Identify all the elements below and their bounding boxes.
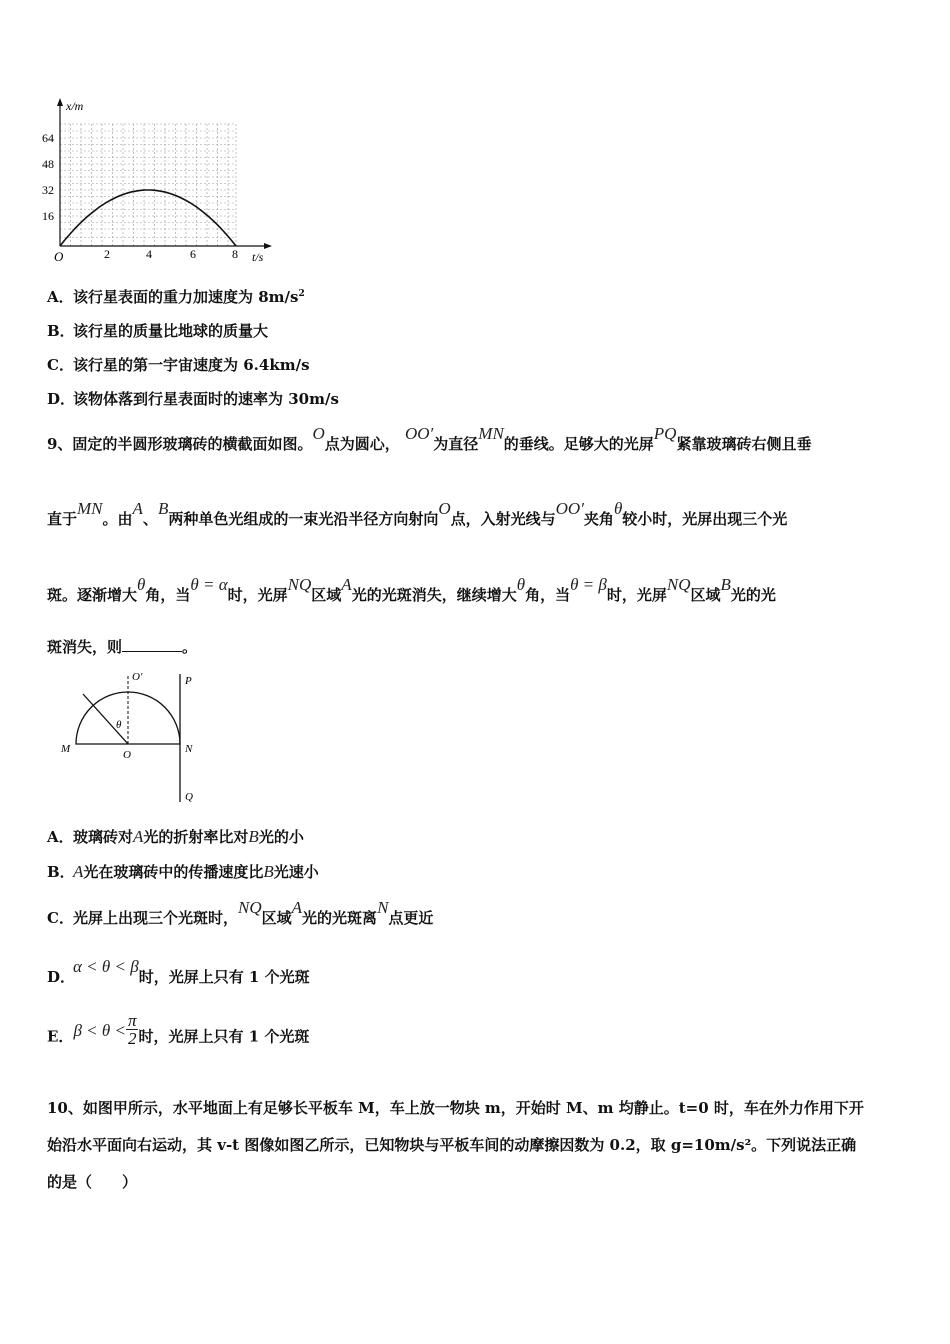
label-q: Q	[185, 791, 193, 803]
y-tick-48: 48	[42, 157, 54, 171]
q8-option-c: C．该行星的第一宇宙速度为 6.4km/s	[47, 356, 310, 374]
y-axis-label: x/m	[66, 99, 84, 113]
q9-option-d: D．α < θ < β时，光屏上只有 1 个光斑	[47, 957, 310, 986]
q9-line-3: 斑。逐渐增大θ角，当θ = α时，光屏NQ区域A光的光斑消失，继续增大θ角，当θ = β时，光屏NQ区域B光的光	[47, 575, 776, 604]
q9-option-a: A．玻璃砖对A光的折射率比对B光的小	[47, 827, 304, 846]
pi-over-2: $\frac{\pi}{2}$	[127, 1011, 137, 1048]
q8-option-b: B．该行星的质量比地球的质量大	[47, 322, 269, 340]
q10-line-3: 的是（ ）	[47, 1173, 138, 1191]
label-m: M	[61, 743, 71, 755]
label-theta: θ	[116, 719, 122, 731]
y-tick-64: 64	[42, 131, 54, 145]
q10-line-2: 始沿水平面向右运动，其 v-t 图像如图乙所示，已知物块与平板车间的动摩擦因数为 0.2，取 g=10m/s²。下列说法正确	[47, 1136, 857, 1154]
label-p: P	[185, 675, 192, 687]
q9-line-1: 9、固定的半圆形玻璃砖的横截面如图。O点为圆心， OO′为直径MN的垂线。足够大的光屏PQ紧靠玻璃砖右侧且垂	[47, 424, 812, 453]
origin-label: O	[54, 249, 64, 264]
x-tick-8: 8	[232, 247, 238, 261]
q9-line-2: 直于MN。由A、B两种单色光组成的一束光沿半径方向射向O点，入射光线与OO′夹角θ较小时，光屏出现三个光	[47, 499, 788, 528]
q9-line-4: 斑消失，则 。	[47, 638, 198, 656]
x-axis-label: t/s	[252, 250, 264, 264]
glass-semicircle-diagram	[55, 666, 215, 808]
label-o-prime: O′	[132, 671, 143, 683]
y-axis-arrow	[57, 98, 63, 106]
x-tick-6: 6	[190, 247, 196, 261]
q9-option-c: C．光屏上出现三个光斑时，NQ区域A光的光斑离N点更近	[47, 898, 434, 927]
y-tick-32: 32	[42, 183, 54, 197]
x-tick-4: 4	[146, 247, 152, 261]
q9-option-e: E．β < θ < $\frac{\pi}{2}$ 时，光屏上只有 1 个光斑	[47, 1011, 310, 1048]
x-axis-arrow	[264, 243, 272, 249]
q8-option-a: A．该行星表面的重力加速度为 $8m/s^2$	[47, 288, 305, 306]
label-o: O	[123, 749, 131, 761]
q8-option-d: D．该物体落到行星表面时的速率为 30m/s	[47, 390, 339, 408]
y-tick-16: 16	[42, 209, 54, 223]
label-n: N	[185, 743, 193, 755]
q10-line-1: 10、如图甲所示，水平地面上有足够长平板车 M，车上放一物块 m，开始时 M、m 均静止。t=0 时，车在外力作用下开	[47, 1099, 864, 1117]
grid	[60, 124, 236, 246]
answer-blank	[122, 651, 182, 652]
x-tick-2: 2	[104, 247, 110, 261]
q9-option-b: B．A光在玻璃砖中的传播速度比B光速小	[47, 862, 319, 881]
xt-graph	[40, 96, 280, 266]
